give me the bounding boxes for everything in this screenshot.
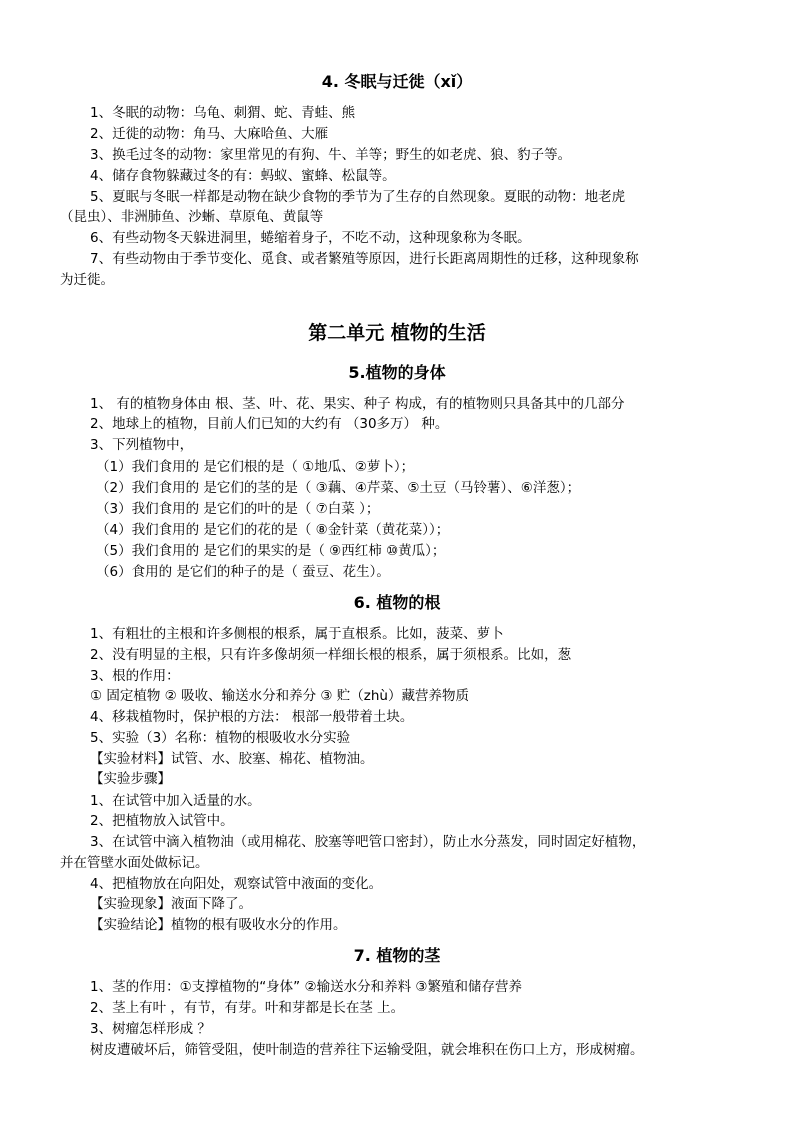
sec6-experiment-conclusion: 【实验结论】植物的根有吸收水分的作用。 (90, 917, 347, 933)
sec5-item-4: （4）我们食用的 是它们的花的是（ ⑧金针菜（黄花菜））； (96, 522, 450, 538)
sec6-experiment-materials: 【实验材料】试管、水、胶塞、棉花、植物油。 (90, 751, 374, 767)
sec6-step-2: 2、把植物放入试管中。 (90, 813, 234, 829)
sec5-item-2: （2）我们食用的 是它们的茎的是（ ③藕、④芹菜、⑤土豆（马铃薯）、⑥洋葱）； (96, 480, 581, 496)
sec7-line-3: 3、树瘤怎样形成 ？ (90, 1021, 211, 1037)
sec6-line-6: 5、实验（3）名称：植物的根吸收水分实验 (90, 730, 351, 746)
sec6-line-2: 2、没有明显的主根，只有许多像胡须一样细长根的根系，属于须根系。比如，葱 (90, 647, 572, 663)
sec6-step-4: 4、把植物放在向阳处，观察试管中液面的变化。 (90, 876, 383, 892)
sec5-item-3: （3）我们食用的 是它们的叶的是（ ⑦白菜 ）； (96, 501, 380, 517)
sec5-line-2: 2、地球上的植物，目前人们已知的大约有 （30多万） 种。 (90, 416, 449, 432)
sec7-line-4: 树皮遭破坏后，筛管受阻，使叶制造的营养往下运输受阻，就会堆积在伤口上方，形成树瘤。 (90, 1042, 644, 1058)
sec6-line-3: 3、根的作用： (90, 668, 180, 684)
sec4-line-1: 1、冬眠的动物：乌龟、刺猬、蛇、青蛙、熊 (90, 105, 356, 121)
unit-2-title: 第二单元 植物的生活 (308, 322, 486, 344)
sec6-step-3: 3、在试管中滴入植物油（或用棉花、胶塞等吧管口密封），防止水分蒸发，同时固定好植物， (90, 834, 646, 850)
sec4-line-4: 4、储存食物躲藏过冬的有：蚂蚁、蜜蜂、松鼠等。 (90, 168, 396, 184)
sec6-line-4: ① 固定植物 ② 吸收、输送水分和养分 ③ 贮（zhù）藏营养物质 (90, 688, 469, 704)
sec4-line-5: 5、夏眠与冬眠一样都是动物在缺少食物的季节为了生存的自然现象。夏眠的动物：地老虎 (90, 189, 626, 205)
sec4-line-3: 3、换毛过冬的动物：家里常见的有狗、牛、羊等；野生的如老虎、狼、豹子等。 (90, 147, 572, 163)
sec5-line-3: 3、下列植物中， (90, 437, 194, 453)
sec7-line-2: 2、茎上有叶 ，有节，有芽。叶和芽都是长在茎 上。 (90, 1000, 405, 1016)
sec6-line-1: 1、有粗壮的主根和许多侧根的根系，属于直根系。比如，菠菜、萝卜 (90, 626, 504, 642)
sec5-item-5: （5）我们食用的 是它们的果实的是（ ⑨西红柿 ⑩黄瓜）； (96, 543, 446, 559)
sec6-line-5: 4、移栽植物时，保护根的方法： 根部一般带着土块。 (90, 709, 414, 725)
sec4-line-5-cont: （昆虫）、非洲肺鱼、沙蜥、草原龟、黄鼠等 (60, 209, 324, 225)
sec5-item-1: （1）我们食用的 是它们根的是（ ①地瓜、②萝卜）； (96, 459, 415, 475)
sec6-step-1: 1、在试管中加入适量的水。 (90, 793, 261, 809)
sec6-step-3-cont: 并在管壁水面处做标记。 (60, 855, 209, 871)
sec6-experiment-phenomenon: 【实验现象】液面下降了。 (90, 896, 252, 912)
sec5-line-1: 1、 有的植物身体由 根、茎、叶、花、果实、种子 构成，有的植物则只具备其中的几部分 (90, 396, 625, 412)
sec6-experiment-steps-label: 【实验步骤】 (90, 771, 171, 787)
section-7-title: 7. 植物的茎 (353, 946, 441, 965)
sec5-item-6: （6）食用的 是它们的种子的是（ 蚕豆、花生）。 (96, 564, 390, 580)
sec4-line-7: 7、有些动物由于季节变化、觅食、或者繁殖等原因，进行长距离周期性的迁移，这种现象称 (90, 251, 639, 267)
sec4-line-6: 6、有些动物冬天躲进洞里，蜷缩着身子，不吃不动，这种现象称为冬眠。 (90, 230, 531, 246)
sec7-line-1: 1、茎的作用：①支撑植物的“身体” ②输送水分和养料 ③繁殖和储存营养 (90, 979, 522, 995)
section-4-title: 4. 冬眠与迁徙（xǐ） (321, 72, 473, 91)
section-5-title: 5.植物的身体 (348, 363, 446, 382)
sec4-line-2: 2、迁徙的动物：角马、大麻哈鱼、大雁 (90, 126, 329, 142)
section-6-title: 6. 植物的根 (353, 593, 441, 612)
sec4-line-7-cont: 为迁徙。 (60, 272, 114, 288)
